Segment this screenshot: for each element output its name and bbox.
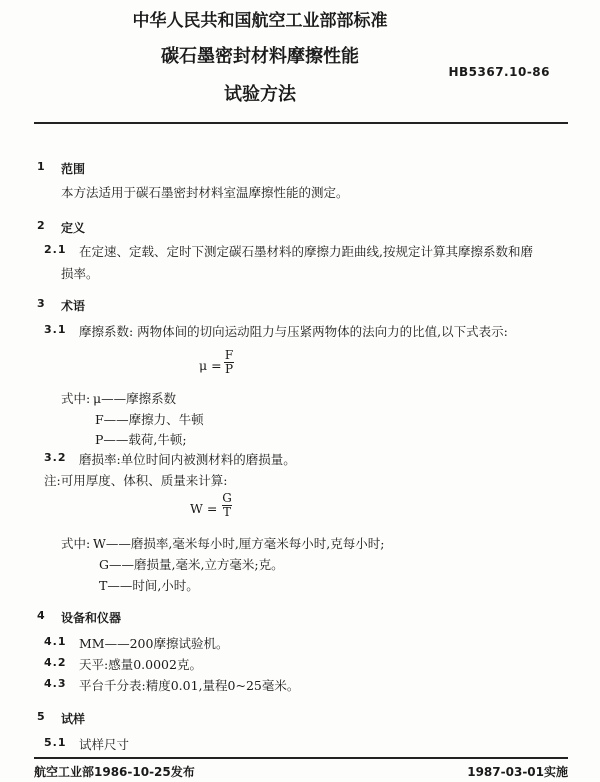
formula-1-lhs: μ = — [199, 358, 222, 373]
where-2-item-1: W——磨损率,毫米每小时,厘方毫米每小时,克每小时; — [93, 536, 385, 551]
footer-rule — [34, 757, 568, 759]
formula-1-numerator: F — [224, 348, 234, 362]
section-1-number: 1 — [37, 160, 45, 173]
section-4-number: 4 — [37, 609, 45, 622]
clause-3-2-number: 3.2 — [44, 451, 67, 464]
document-title-line1: 碳石墨密封材料摩擦性能 — [161, 46, 359, 67]
clause-5-1-number: 5.1 — [44, 736, 67, 749]
clause-3-1-text: 摩擦系数: 两物体间的切向运动阻力与压紧两物体的法向力的比值,以下式表示: — [79, 324, 508, 339]
clause-4-3-number: 4.3 — [44, 677, 67, 690]
section-1-title: 范围 — [61, 162, 86, 176]
where-1-prefix: 式中: — [61, 391, 91, 406]
note-text: 注:可用厚度、体积、质量来计算: — [44, 473, 228, 488]
section-3-title: 术语 — [61, 299, 86, 313]
document-title-line2: 试验方法 — [224, 84, 296, 105]
issuing-organization: 中华人民共和国航空工业部部标准 — [132, 11, 388, 31]
formula-1-fraction — [223, 349, 235, 376]
section-5-number: 5 — [37, 710, 45, 723]
issue-date: 航空工业部1986-10-25发布 — [34, 765, 195, 779]
formula-2-numerator: G — [222, 491, 232, 505]
section-1-text: 本方法适用于碳石墨密封材料室温摩擦性能的测定。 — [61, 185, 349, 200]
effective-date: 1987-03-01实施 — [467, 765, 568, 779]
clause-2-1-text-line2: 损率。 — [61, 266, 99, 281]
section-4-title: 设备和仪器 — [61, 611, 122, 625]
where-2-item-3: T——时间,小时。 — [99, 578, 199, 593]
clause-4-1-number: 4.1 — [44, 635, 67, 648]
where-1-item-3: P——载荷,牛顿; — [95, 432, 187, 447]
header-rule — [34, 122, 568, 124]
clause-5-1-text: 试样尺寸 — [79, 737, 130, 752]
section-2-title: 定义 — [61, 221, 86, 235]
clause-4-2-number: 4.2 — [44, 656, 67, 669]
section-3-number: 3 — [37, 297, 45, 310]
where-1-item-2: F——摩擦力、牛顿 — [95, 412, 204, 427]
section-5-title: 试样 — [61, 712, 86, 726]
clause-3-2-text: 磨损率:单位时间内被测材料的磨损量。 — [79, 452, 296, 467]
where-2-item-2: G——磨损量,毫米,立方毫米;克。 — [99, 557, 284, 572]
formula-1-denominator: P — [224, 362, 234, 376]
clause-4-1-text: MM——200摩擦试验机。 — [79, 636, 229, 651]
formula-2-fraction — [221, 492, 233, 519]
standard-code: HB5367.10-86 — [448, 65, 550, 79]
clause-4-3-text: 平台千分表:精度0.01,量程0~25毫米。 — [79, 678, 300, 693]
formula-2-lhs: W = — [190, 501, 218, 516]
where-2-prefix: 式中: — [61, 536, 91, 551]
formula-2-denominator: T — [222, 505, 231, 519]
where-1-item-1: μ——摩擦系数 — [93, 391, 177, 406]
clause-2-1-number: 2.1 — [44, 243, 67, 256]
clause-3-1-number: 3.1 — [44, 323, 67, 336]
section-2-number: 2 — [37, 219, 45, 232]
clause-4-2-text: 天平:感量0.0002克。 — [79, 657, 202, 672]
clause-2-1-text-line1: 在定速、定载、定时下测定碳石墨材料的摩擦力距曲线,按规定计算其摩擦系数和磨 — [79, 244, 533, 259]
